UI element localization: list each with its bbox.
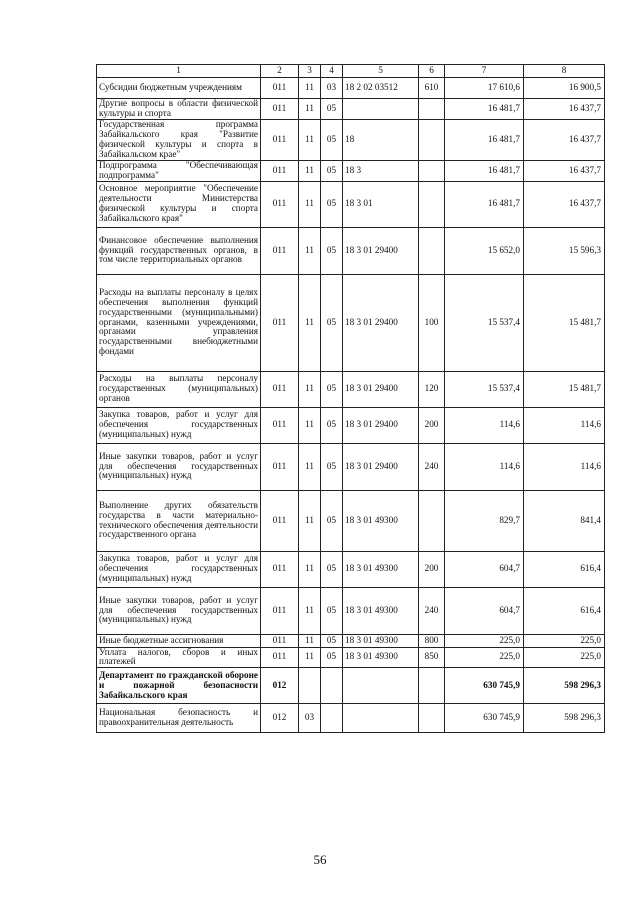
- cell-amount-7: 114,6: [445, 443, 524, 490]
- cell-code-admin: 011: [261, 647, 299, 668]
- cell-code-section: 11: [299, 227, 321, 274]
- cell-amount-7: 16 481,7: [445, 160, 524, 181]
- cell-code-section: 11: [299, 490, 321, 551]
- cell-code-subsection: 05: [321, 99, 343, 120]
- cell-name: Подпрограмма "Обеспечивающая подпрограмма": [97, 160, 261, 181]
- cell-name: Иные закупки товаров, работ и услуг для обеспечения государственных (муниципальных) нужд: [97, 587, 261, 634]
- cell-amount-7: 604,7: [445, 587, 524, 634]
- cell-code-section: 11: [299, 371, 321, 407]
- table-row: [97, 634, 605, 647]
- cell-code-section: 11: [299, 551, 321, 587]
- cell-amount-8: 114,6: [524, 407, 605, 443]
- cell-code-section: 11: [299, 587, 321, 634]
- cell-code-type: 800: [419, 634, 445, 647]
- cell-code-admin: 011: [261, 119, 299, 160]
- cell-code-subsection: 05: [321, 371, 343, 407]
- cell-name: Иные закупки товаров, работ и услуг для обеспечения государственных (муниципальных) нужд: [97, 443, 261, 490]
- cell-code-section: [299, 668, 321, 704]
- cell-code-admin: 011: [261, 274, 299, 371]
- cell-name: Основное мероприятие "Обеспечение деятельности Министерства физической культуры и спорта Забайкальского края": [97, 181, 261, 227]
- cell-code-type: 120: [419, 371, 445, 407]
- cell-code-subsection: [321, 668, 343, 704]
- cell-amount-8: 15 596,3: [524, 227, 605, 274]
- cell-code-subsection: 03: [321, 78, 343, 99]
- table-row: [97, 407, 605, 443]
- cell-amount-7: 16 481,7: [445, 181, 524, 227]
- cell-name: Субсидии бюджетным учреждениям: [97, 78, 261, 99]
- cell-code-subsection: 05: [321, 119, 343, 160]
- cell-code-target: 18 3 01: [343, 181, 419, 227]
- cell-code-type: [419, 227, 445, 274]
- cell-amount-7: 16 481,7: [445, 99, 524, 120]
- cell-amount-8: 16 437,7: [524, 160, 605, 181]
- page-number: 56: [313, 852, 327, 867]
- cell-code-section: 11: [299, 274, 321, 371]
- header-cell: 7: [445, 65, 524, 78]
- cell-code-admin: 012: [261, 668, 299, 704]
- cell-code-target: [343, 704, 419, 733]
- cell-code-target: [343, 99, 419, 120]
- budget-table: [96, 64, 605, 733]
- table-row: [97, 99, 605, 120]
- table-row: [97, 443, 605, 490]
- header-cell: 2: [261, 65, 299, 78]
- cell-amount-7: 225,0: [445, 647, 524, 668]
- cell-code-type: 100: [419, 274, 445, 371]
- cell-code-section: 11: [299, 443, 321, 490]
- cell-code-subsection: 05: [321, 274, 343, 371]
- cell-name: Другие вопросы в области физической культуры и спорта: [97, 99, 261, 120]
- cell-code-admin: 011: [261, 227, 299, 274]
- cell-code-target: 18 3 01 29400: [343, 227, 419, 274]
- cell-code-admin: 011: [261, 551, 299, 587]
- table-row: [97, 647, 605, 668]
- cell-amount-7: 15 537,4: [445, 274, 524, 371]
- cell-code-type: 240: [419, 443, 445, 490]
- cell-amount-7: 604,7: [445, 551, 524, 587]
- cell-code-type: 850: [419, 647, 445, 668]
- cell-amount-8: 225,0: [524, 634, 605, 647]
- cell-code-target: 18 3 01 49300: [343, 551, 419, 587]
- cell-code-subsection: 05: [321, 551, 343, 587]
- cell-amount-7: 225,0: [445, 634, 524, 647]
- cell-amount-7: 15 537,4: [445, 371, 524, 407]
- cell-amount-8: 598 296,3: [524, 704, 605, 733]
- cell-amount-8: 16 900,5: [524, 78, 605, 99]
- cell-code-target: 18 3 01 49300: [343, 490, 419, 551]
- cell-code-section: 11: [299, 647, 321, 668]
- cell-name: Национальная безопасность и правоохранительная деятельность: [97, 704, 261, 733]
- cell-code-section: 11: [299, 78, 321, 99]
- cell-code-admin: 011: [261, 78, 299, 99]
- cell-amount-8: 225,0: [524, 647, 605, 668]
- cell-amount-8: 114,6: [524, 443, 605, 490]
- cell-code-section: 11: [299, 634, 321, 647]
- header-cell: 6: [419, 65, 445, 78]
- table-row: [97, 668, 605, 704]
- cell-code-type: [419, 181, 445, 227]
- cell-code-target: 18 3 01 49300: [343, 634, 419, 647]
- cell-amount-7: 17 610,6: [445, 78, 524, 99]
- cell-code-subsection: 05: [321, 181, 343, 227]
- cell-amount-8: 15 481,7: [524, 371, 605, 407]
- cell-code-type: 610: [419, 78, 445, 99]
- cell-amount-7: 829,7: [445, 490, 524, 551]
- cell-code-type: [419, 119, 445, 160]
- cell-code-subsection: 05: [321, 227, 343, 274]
- table-row: [97, 587, 605, 634]
- cell-name: Расходы на выплаты персоналу в целях обеспечения выполнения функций государственными (муниципальными) органами, казенными учреждениями, органами управления государственными внебюджетными фондами: [97, 274, 261, 371]
- cell-name: Иные бюджетные ассигнования: [97, 634, 261, 647]
- cell-code-section: 11: [299, 99, 321, 120]
- header-row: [97, 65, 605, 78]
- cell-amount-7: 15 652,0: [445, 227, 524, 274]
- cell-amount-8: 616,4: [524, 587, 605, 634]
- cell-amount-8: 841,4: [524, 490, 605, 551]
- table-row: [97, 551, 605, 587]
- cell-code-type: [419, 704, 445, 733]
- cell-code-type: 200: [419, 551, 445, 587]
- table-row: [97, 160, 605, 181]
- cell-amount-8: 598 296,3: [524, 668, 605, 704]
- cell-code-subsection: 05: [321, 443, 343, 490]
- cell-code-type: 200: [419, 407, 445, 443]
- cell-code-target: 18 3 01 49300: [343, 587, 419, 634]
- cell-name: Расходы на выплаты персоналу государственных (муниципальных) органов: [97, 371, 261, 407]
- cell-code-target: 18 3 01 29400: [343, 407, 419, 443]
- header-cell: 3: [299, 65, 321, 78]
- cell-code-type: [419, 490, 445, 551]
- cell-code-admin: 011: [261, 99, 299, 120]
- table-row: [97, 371, 605, 407]
- table-body: [97, 78, 605, 733]
- cell-code-admin: 011: [261, 634, 299, 647]
- cell-code-type: 240: [419, 587, 445, 634]
- header-cell: 1: [97, 65, 261, 78]
- cell-amount-8: 15 481,7: [524, 274, 605, 371]
- table-row: [97, 490, 605, 551]
- cell-code-subsection: [321, 704, 343, 733]
- cell-amount-7: 16 481,7: [445, 119, 524, 160]
- cell-code-subsection: 05: [321, 634, 343, 647]
- cell-code-target: 18 3 01 29400: [343, 274, 419, 371]
- cell-code-target: 18 3: [343, 160, 419, 181]
- cell-code-target: 18 3 01 49300: [343, 647, 419, 668]
- cell-code-admin: 011: [261, 490, 299, 551]
- cell-code-admin: 011: [261, 181, 299, 227]
- cell-code-type: [419, 160, 445, 181]
- cell-code-section: 11: [299, 119, 321, 160]
- cell-name: Выполнение других обязательств государства в части материально-технического обеспечения деятельности государственного органа: [97, 490, 261, 551]
- cell-code-type: [419, 99, 445, 120]
- cell-code-target: 18 3 01 29400: [343, 371, 419, 407]
- cell-code-section: 03: [299, 704, 321, 733]
- cell-code-admin: 011: [261, 443, 299, 490]
- table-row: [97, 274, 605, 371]
- cell-amount-8: 16 437,7: [524, 119, 605, 160]
- cell-code-subsection: 05: [321, 160, 343, 181]
- table-row: [97, 78, 605, 99]
- cell-code-target: 18: [343, 119, 419, 160]
- cell-code-section: 11: [299, 181, 321, 227]
- cell-name: Финансовое обеспечение выполнения функций государственных органов, в том числе территориальных органов: [97, 227, 261, 274]
- cell-code-subsection: 05: [321, 587, 343, 634]
- header-cell: 5: [343, 65, 419, 78]
- table-row: [97, 119, 605, 160]
- cell-amount-8: 16 437,7: [524, 181, 605, 227]
- cell-code-section: 11: [299, 407, 321, 443]
- cell-code-subsection: 05: [321, 407, 343, 443]
- header-cell: 4: [321, 65, 343, 78]
- cell-name: Закупка товаров, работ и услуг для обеспечения государственных (муниципальных) нужд: [97, 407, 261, 443]
- cell-code-section: 11: [299, 160, 321, 181]
- cell-code-admin: 012: [261, 704, 299, 733]
- cell-amount-7: 114,6: [445, 407, 524, 443]
- cell-amount-8: 616,4: [524, 551, 605, 587]
- cell-amount-7: 630 745,9: [445, 704, 524, 733]
- cell-code-admin: 011: [261, 587, 299, 634]
- table-row: [97, 227, 605, 274]
- header-cell: 8: [524, 65, 605, 78]
- cell-name: Уплата налогов, сборов и иных платежей: [97, 647, 261, 668]
- cell-amount-7: 630 745,9: [445, 668, 524, 704]
- cell-name: Закупка товаров, работ и услуг для обеспечения государственных (муниципальных) нужд: [97, 551, 261, 587]
- cell-amount-8: 16 437,7: [524, 99, 605, 120]
- table-row: [97, 181, 605, 227]
- cell-code-subsection: 05: [321, 647, 343, 668]
- cell-name: Государственная программа Забайкальского края "Развитие физической культуры и спорта в Забайкальском крае": [97, 119, 261, 160]
- cell-code-target: 18 3 01 29400: [343, 443, 419, 490]
- table-row: [97, 704, 605, 733]
- cell-code-subsection: 05: [321, 490, 343, 551]
- cell-code-target: [343, 668, 419, 704]
- cell-code-target: 18 2 02 03512: [343, 78, 419, 99]
- cell-code-admin: 011: [261, 407, 299, 443]
- cell-code-admin: 011: [261, 371, 299, 407]
- cell-code-admin: 011: [261, 160, 299, 181]
- cell-code-type: [419, 668, 445, 704]
- cell-name: Департамент по гражданской обороне и пожарной безопасности Забайкальского края: [97, 668, 261, 704]
